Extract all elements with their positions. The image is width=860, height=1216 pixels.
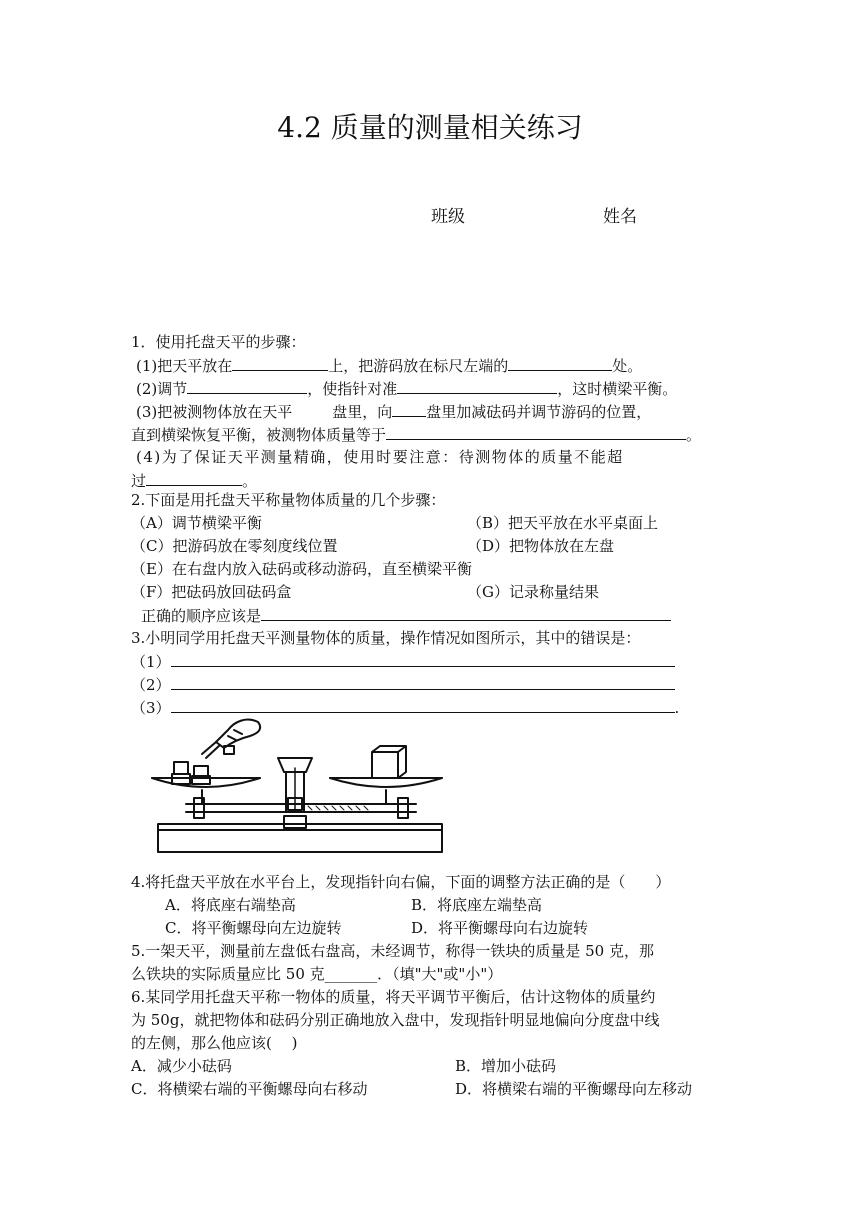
q2-step-c: （C）把游码放在零刻度线位置	[131, 537, 338, 555]
q4-option-c[interactable]: C．将平衡螺母向左边旋转	[165, 919, 342, 937]
q1-step-1-text-a: (1)把天平放在	[136, 357, 233, 375]
q3-intro: 3.小明同学用托盘天平测量物体的质量，操作情况如图所示，其中的错误是：	[131, 629, 641, 647]
q3-blank-3[interactable]	[171, 696, 675, 713]
q3-error-1-label: （1）	[131, 653, 171, 671]
q1-blank-8[interactable]	[146, 469, 242, 486]
q1-step-2	[136, 377, 677, 400]
q1-blank-5[interactable]	[292, 401, 332, 417]
q6-line-1: 6.某同学用托盘天平称一物体的质量，将天平调节平衡后，估计这物体的质量约	[131, 988, 656, 1006]
object-cube-icon	[372, 746, 406, 778]
q4-option-d[interactable]: D．将平衡螺母向右边旋转	[411, 919, 589, 937]
q4-option-b[interactable]: B．将底座左端垫高	[411, 896, 543, 914]
q6-option-a[interactable]: A．减少小砝码	[131, 1057, 232, 1075]
q1-step-4-text-b: 过	[131, 472, 147, 490]
q6-option-b[interactable]: B．增加小砝码	[455, 1057, 557, 1075]
q3-blank-2[interactable]	[171, 673, 675, 690]
q2-step-b: （B）把天平放在水平桌面上	[467, 514, 659, 532]
q1-blank-6[interactable]	[392, 400, 426, 417]
q1-step-3	[136, 400, 651, 423]
q3-error-3-label: （3）	[131, 699, 171, 717]
q1-step-2-text-b: ，使指针对准	[307, 380, 398, 398]
class-label: 班级	[431, 207, 465, 227]
q2-step-f: （F）把砝码放回砝码盒	[131, 583, 292, 601]
q1-step-2-text-a: (2)调节	[136, 380, 188, 398]
name-label: 姓名	[603, 207, 637, 227]
q2-order-label: 正确的顺序应该是	[141, 607, 262, 625]
q4-option-a[interactable]: A．将底座右端垫高	[165, 896, 296, 914]
q1-step-2-text-c: ，这时横梁平衡。	[557, 380, 678, 398]
page-title: 4.2 质量的测量相关练习	[277, 111, 583, 144]
q2-step-d: （D）把物体放在左盘	[467, 537, 615, 555]
q2-step-e: （E）在右盘内放入砝码或移动游码，直至横梁平衡	[131, 560, 472, 578]
q1-step-1	[136, 354, 642, 377]
q6-line-3: 的左侧，那么他应该( )	[131, 1034, 298, 1052]
q3-end-mark: .	[674, 699, 680, 717]
q1-blank-1[interactable]	[232, 354, 328, 371]
q2-step-g: （G）记录称量结果	[467, 583, 599, 601]
q6-line-2: 为 50g，就把物体和砝码分别正确地放入盘中，发现指针明显地偏向分度盘中线	[131, 1011, 660, 1029]
q1-blank-7[interactable]	[386, 423, 686, 440]
q5-line-2: 么铁块的实际质量应比 50 克_______．（填"大"或"小"）	[131, 965, 503, 983]
q1-step-3-text-b: 盘里，向	[332, 403, 393, 421]
q3-blank-1[interactable]	[171, 650, 675, 667]
q6-option-d[interactable]: D．将横梁右端的平衡螺母向左移动	[455, 1080, 693, 1098]
q1-step-3-cont	[131, 423, 701, 446]
q1-step-3-text-d: 直到横梁恢复平衡，被测物体质量等于	[131, 426, 387, 444]
q6-option-c[interactable]: C．将横梁右端的平衡螺母向右移动	[131, 1080, 368, 1098]
q1-blank-2[interactable]	[508, 354, 612, 371]
q2-intro: 2.下面是用托盘天平称量物体质量的几个步骤：	[131, 491, 446, 509]
q3-error-2-label: （2）	[131, 676, 171, 694]
q1-step-1-text-b: 上，把游码放在标尺左端的	[328, 357, 509, 375]
q1-step-4-text-c: 。	[242, 472, 258, 490]
q3-error-1	[131, 650, 675, 673]
q2-order-blank[interactable]	[261, 604, 671, 621]
q4-stem: 4.将托盘天平放在水平台上，发现指针向右偏，下面的调整方法正确的是（ ）	[131, 873, 671, 891]
q1-step-1-text-c: 处。	[612, 357, 643, 375]
hand-icon	[202, 720, 260, 758]
q2-step-a: （A）调节横梁平衡	[131, 514, 262, 532]
q1-blank-3[interactable]	[187, 377, 307, 394]
q1-step-4: (4)为了保证天平测量精确，使用时要注意：待测物体的质量不能超	[136, 448, 624, 466]
q1-step-3-text-e: 。	[686, 426, 702, 444]
q2-order	[141, 604, 671, 627]
q3-error-2	[131, 673, 675, 696]
q5-line-1: 5.一架天平，测量前左盘低右盘高，未经调节，称得一铁块的质量是 50 克，那	[131, 942, 654, 960]
left-pan	[152, 778, 260, 787]
right-pan	[330, 778, 442, 787]
q1-intro: 1．使用托盘天平的步骤：	[131, 333, 306, 351]
q1-blank-4[interactable]	[397, 377, 557, 394]
q1-step-3-text-a: (3)把被测物体放在天平	[136, 403, 293, 421]
q1-step-3-text-c: 盘里加减砝码并调节游码的位置，	[426, 403, 652, 421]
balance-illustration	[146, 712, 454, 862]
